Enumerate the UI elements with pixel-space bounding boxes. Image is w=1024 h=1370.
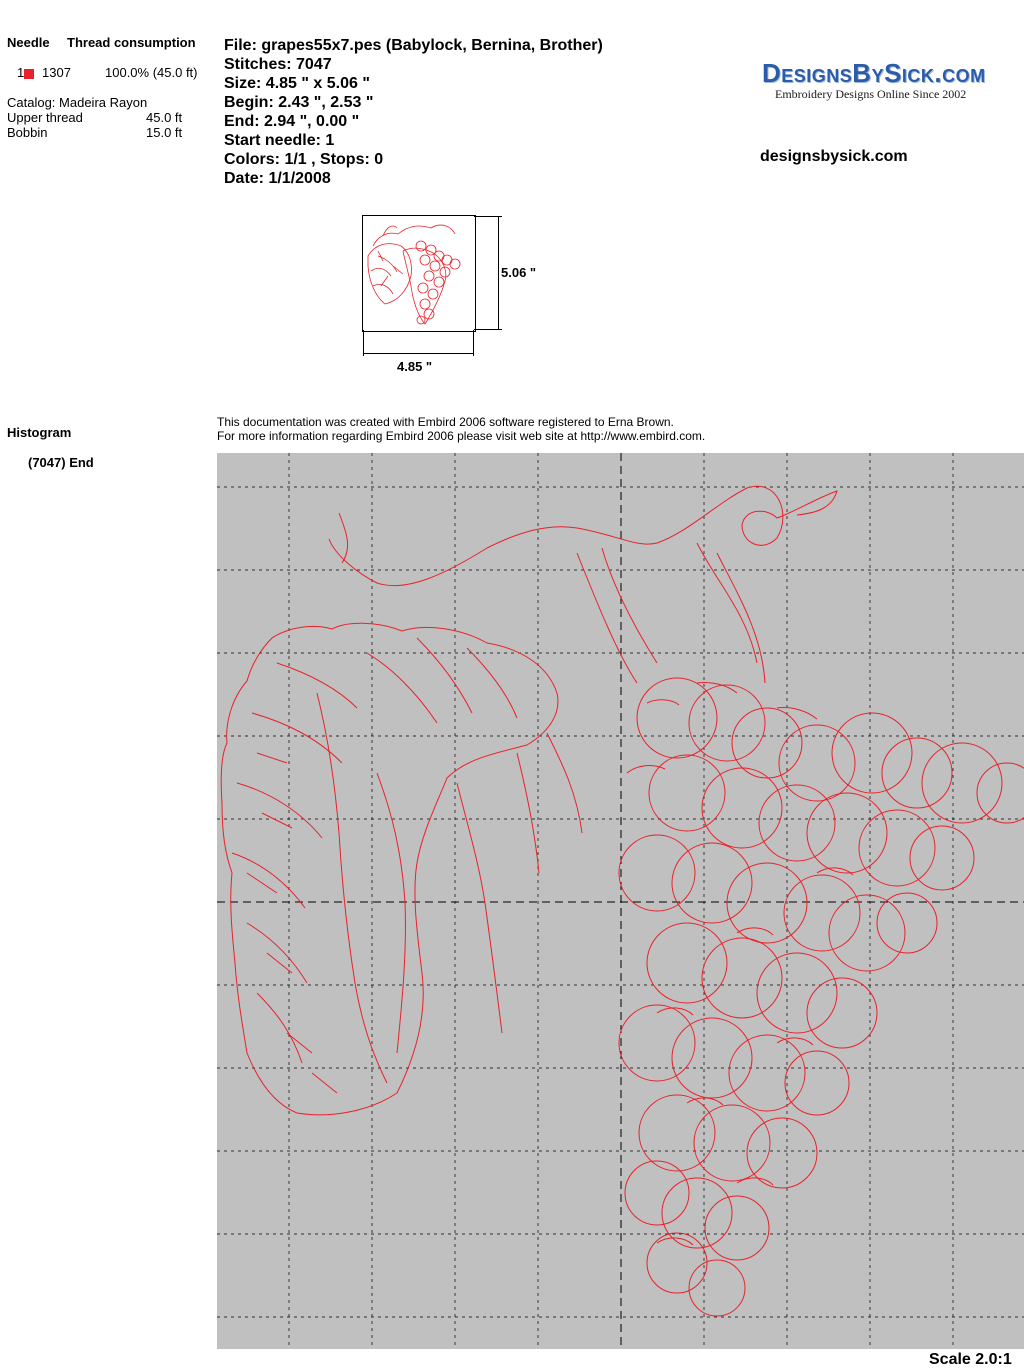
width-dimension-label: 4.85 "	[397, 359, 433, 374]
catalog-label: Catalog: Madeira Rayon	[7, 95, 148, 110]
colors-stops: Colors: 1/1 , Stops: 0	[224, 151, 384, 168]
design-size: Size: 4.85 " x 5.06 "	[224, 75, 370, 92]
width-dim-tick-left	[363, 330, 364, 356]
stitch-artwork	[221, 486, 1024, 1316]
height-dim-tick-top	[474, 216, 502, 217]
file-name: File: grapes55x7.pes (Babylock, Bernina, Brother)	[224, 37, 603, 54]
width-dim-tick-right	[473, 330, 474, 356]
brand-tagline: Embroidery Designs Online Since 2002	[775, 87, 967, 101]
software-notice-line1: This documentation was created with Embird 2006 software registered to Erna Brown.	[217, 415, 674, 429]
histogram-entry: (7047) End	[28, 455, 94, 470]
needle-label: Needle	[7, 35, 50, 50]
needle-header	[7, 35, 50, 50]
thread-swatch	[24, 69, 34, 79]
stitch-count: Stitches: 7047	[224, 56, 332, 73]
bobbin-label: Bobbin	[7, 125, 48, 140]
begin-coords: Begin: 2.43 ", 2.53 "	[224, 94, 374, 111]
height-dimension-line	[498, 216, 499, 330]
height-dimension-label: 5.06 "	[501, 265, 537, 280]
needle-number: 1	[17, 65, 25, 80]
thread-consumption-value: 100.0% (45.0 ft)	[105, 65, 198, 80]
design-thumbnail	[362, 215, 476, 332]
end-coords: End: 2.94 ", 0.00 "	[224, 113, 360, 130]
thumbnail-artwork	[363, 216, 475, 331]
scale-label: Scale 2.0:1	[929, 1351, 1012, 1368]
thread-consumption-header	[67, 35, 196, 50]
histogram-label: Histogram	[7, 425, 72, 440]
brand-logo: DesignsBySick.com	[762, 58, 986, 88]
center-axes	[217, 453, 1024, 1349]
needle-row	[17, 65, 34, 80]
design-canvas	[217, 453, 1024, 1349]
bobbin-value: 15.0 ft	[146, 125, 183, 140]
file-info	[224, 36, 603, 188]
design-preview	[217, 453, 1024, 1349]
site-url: designsbysick.com	[760, 148, 908, 165]
upper-thread-label: Upper thread	[7, 110, 83, 125]
start-needle: Start needle: 1	[224, 132, 335, 149]
height-dim-tick-bottom	[474, 329, 502, 330]
thread-label: Thread consumption	[67, 35, 196, 50]
upper-thread-value: 45.0 ft	[146, 110, 183, 125]
thread-code: 1307	[42, 65, 71, 80]
software-notice-line2: For more information regarding Embird 2006 please visit web site at http://www.embird.com.	[217, 429, 706, 443]
design-date: Date: 1/1/2008	[224, 170, 331, 187]
width-dimension-line	[363, 353, 474, 354]
